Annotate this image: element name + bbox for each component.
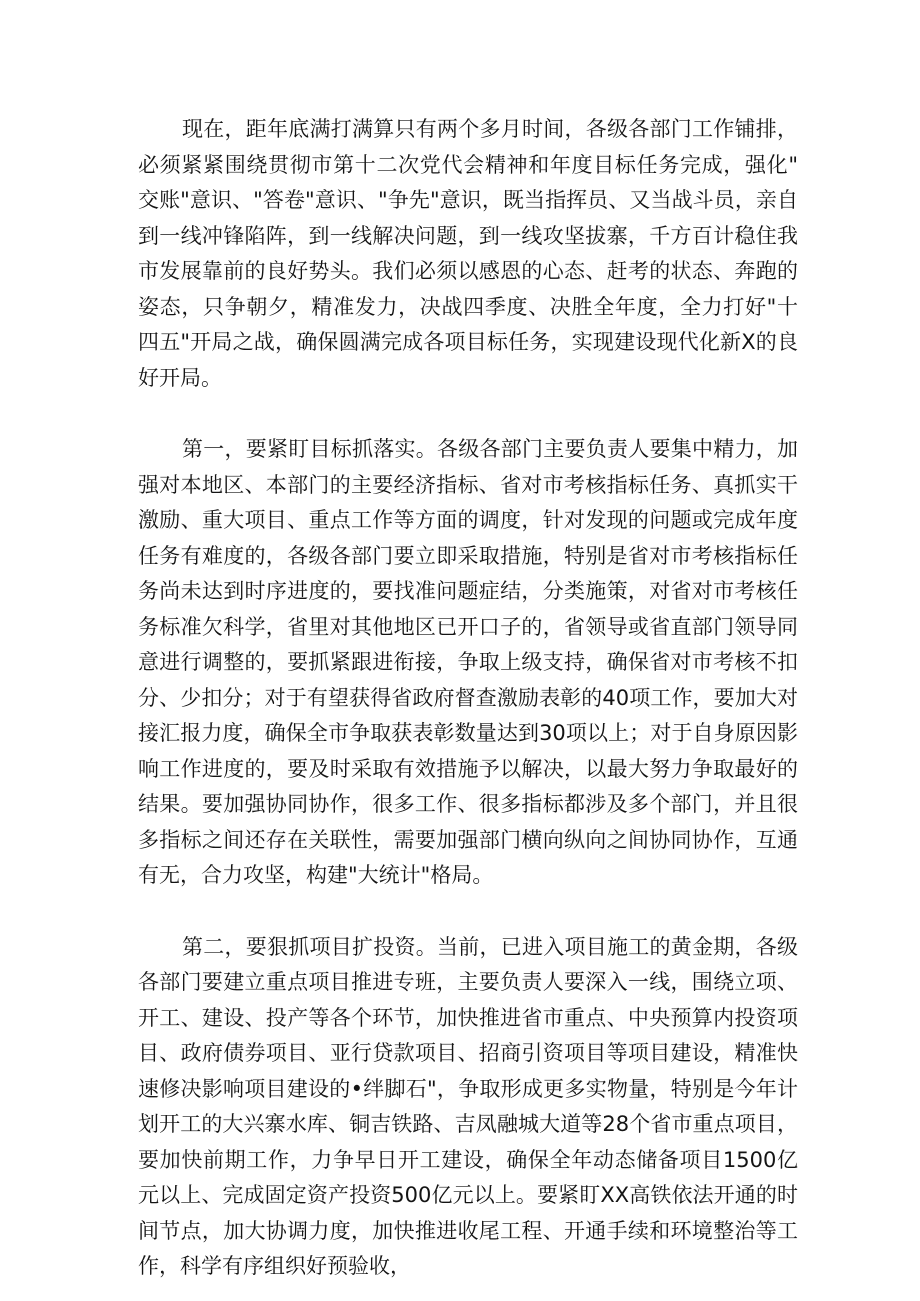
paragraph-first-point: 第一，要紧盯目标抓落实。各级各部门主要负责人要集中精力，加强对本地区、本部门的主要经济指标、省对市考核指标任务、真抓实干激励、重大项目、重点工作等方面的调度，针对发现的问题或完成年度任务有难度的，各级各部门要立即采取措施，特别是省对市考核指标任务尚未达到时序进度的，要找准问题症结，分类施策，对省对市考核任务标准欠科学，省里对其他地区已开口子的，省领导或省直部门领导同意进行调整的，要抓紧跟进衔接，争取上级支持，确保省对市考核不扣分、少扣分；对于有望获得省政府督查激励表彰的40项工作，要加大对接汇报力度，确保全市争取获表彰数量达到30项以上；对于自身原因影响工作进度的，要及时采取有效措施予以解决，以最大努力争取最好的结果。要加强协同协作，很多工作、很多指标都涉及多个部门，并且很多指标之间还存在关联性，需要加强部门横向纵向之间协同协作，互通有无，合力攻坚，构建"大统计"格局。	[138, 437, 798, 887]
paragraph-intro: 现在，距年底满打满算只有两个多月时间，各级各部门工作铺排，必须紧紧围绕贯彻市第十二次党代会精神和年度目标任务完成，强化"交账"意识、"答卷"意识、"争先"意识，既当指挥员、又当战斗员，亲自到一线冲锋陷阵，到一线解决问题，到一线攻坚拔寨，千方百计稳住我市发展靠前的良好势头。我们必须以感恩的心态、赶考的状态、奔跑的姿态，只争朝夕，精准发力，决战四季度、决胜全年度，全力打好"十四五"开局之战，确保圆满完成各项目标任务，实现建设现代化新X的良好开局。	[138, 117, 798, 390]
paragraph-second-point: 第二，要狠抓项目扩投资。当前，已进入项目施工的黄金期，各级各部门要建立重点项目推进专班，主要负责人要深入一线，围绕立项、开工、建设、投产等各个环节，加快推进省市重点、中央预算内投资项目、政府债券项目、亚行贷款项目、招商引资项目等项目建设，精准快速修决影响项目建设的•绊脚石"，争取形成更多实物量，特别是今年计划开工的大兴寨水库、铜吉铁路、吉凤融城大道等28个省市重点项目，要加快前期工作，力争早日开工建设，确保全年动态储备项目1500亿元以上、完成固定资产投资500亿元以上。要紧盯XX高铁依法开通的时间节点，加大协调力度，加快推进收尾工程、开通手续和环境整治等工作，科学有序组织好预验收，	[138, 934, 798, 1278]
document-body	[138, 112, 798, 1285]
